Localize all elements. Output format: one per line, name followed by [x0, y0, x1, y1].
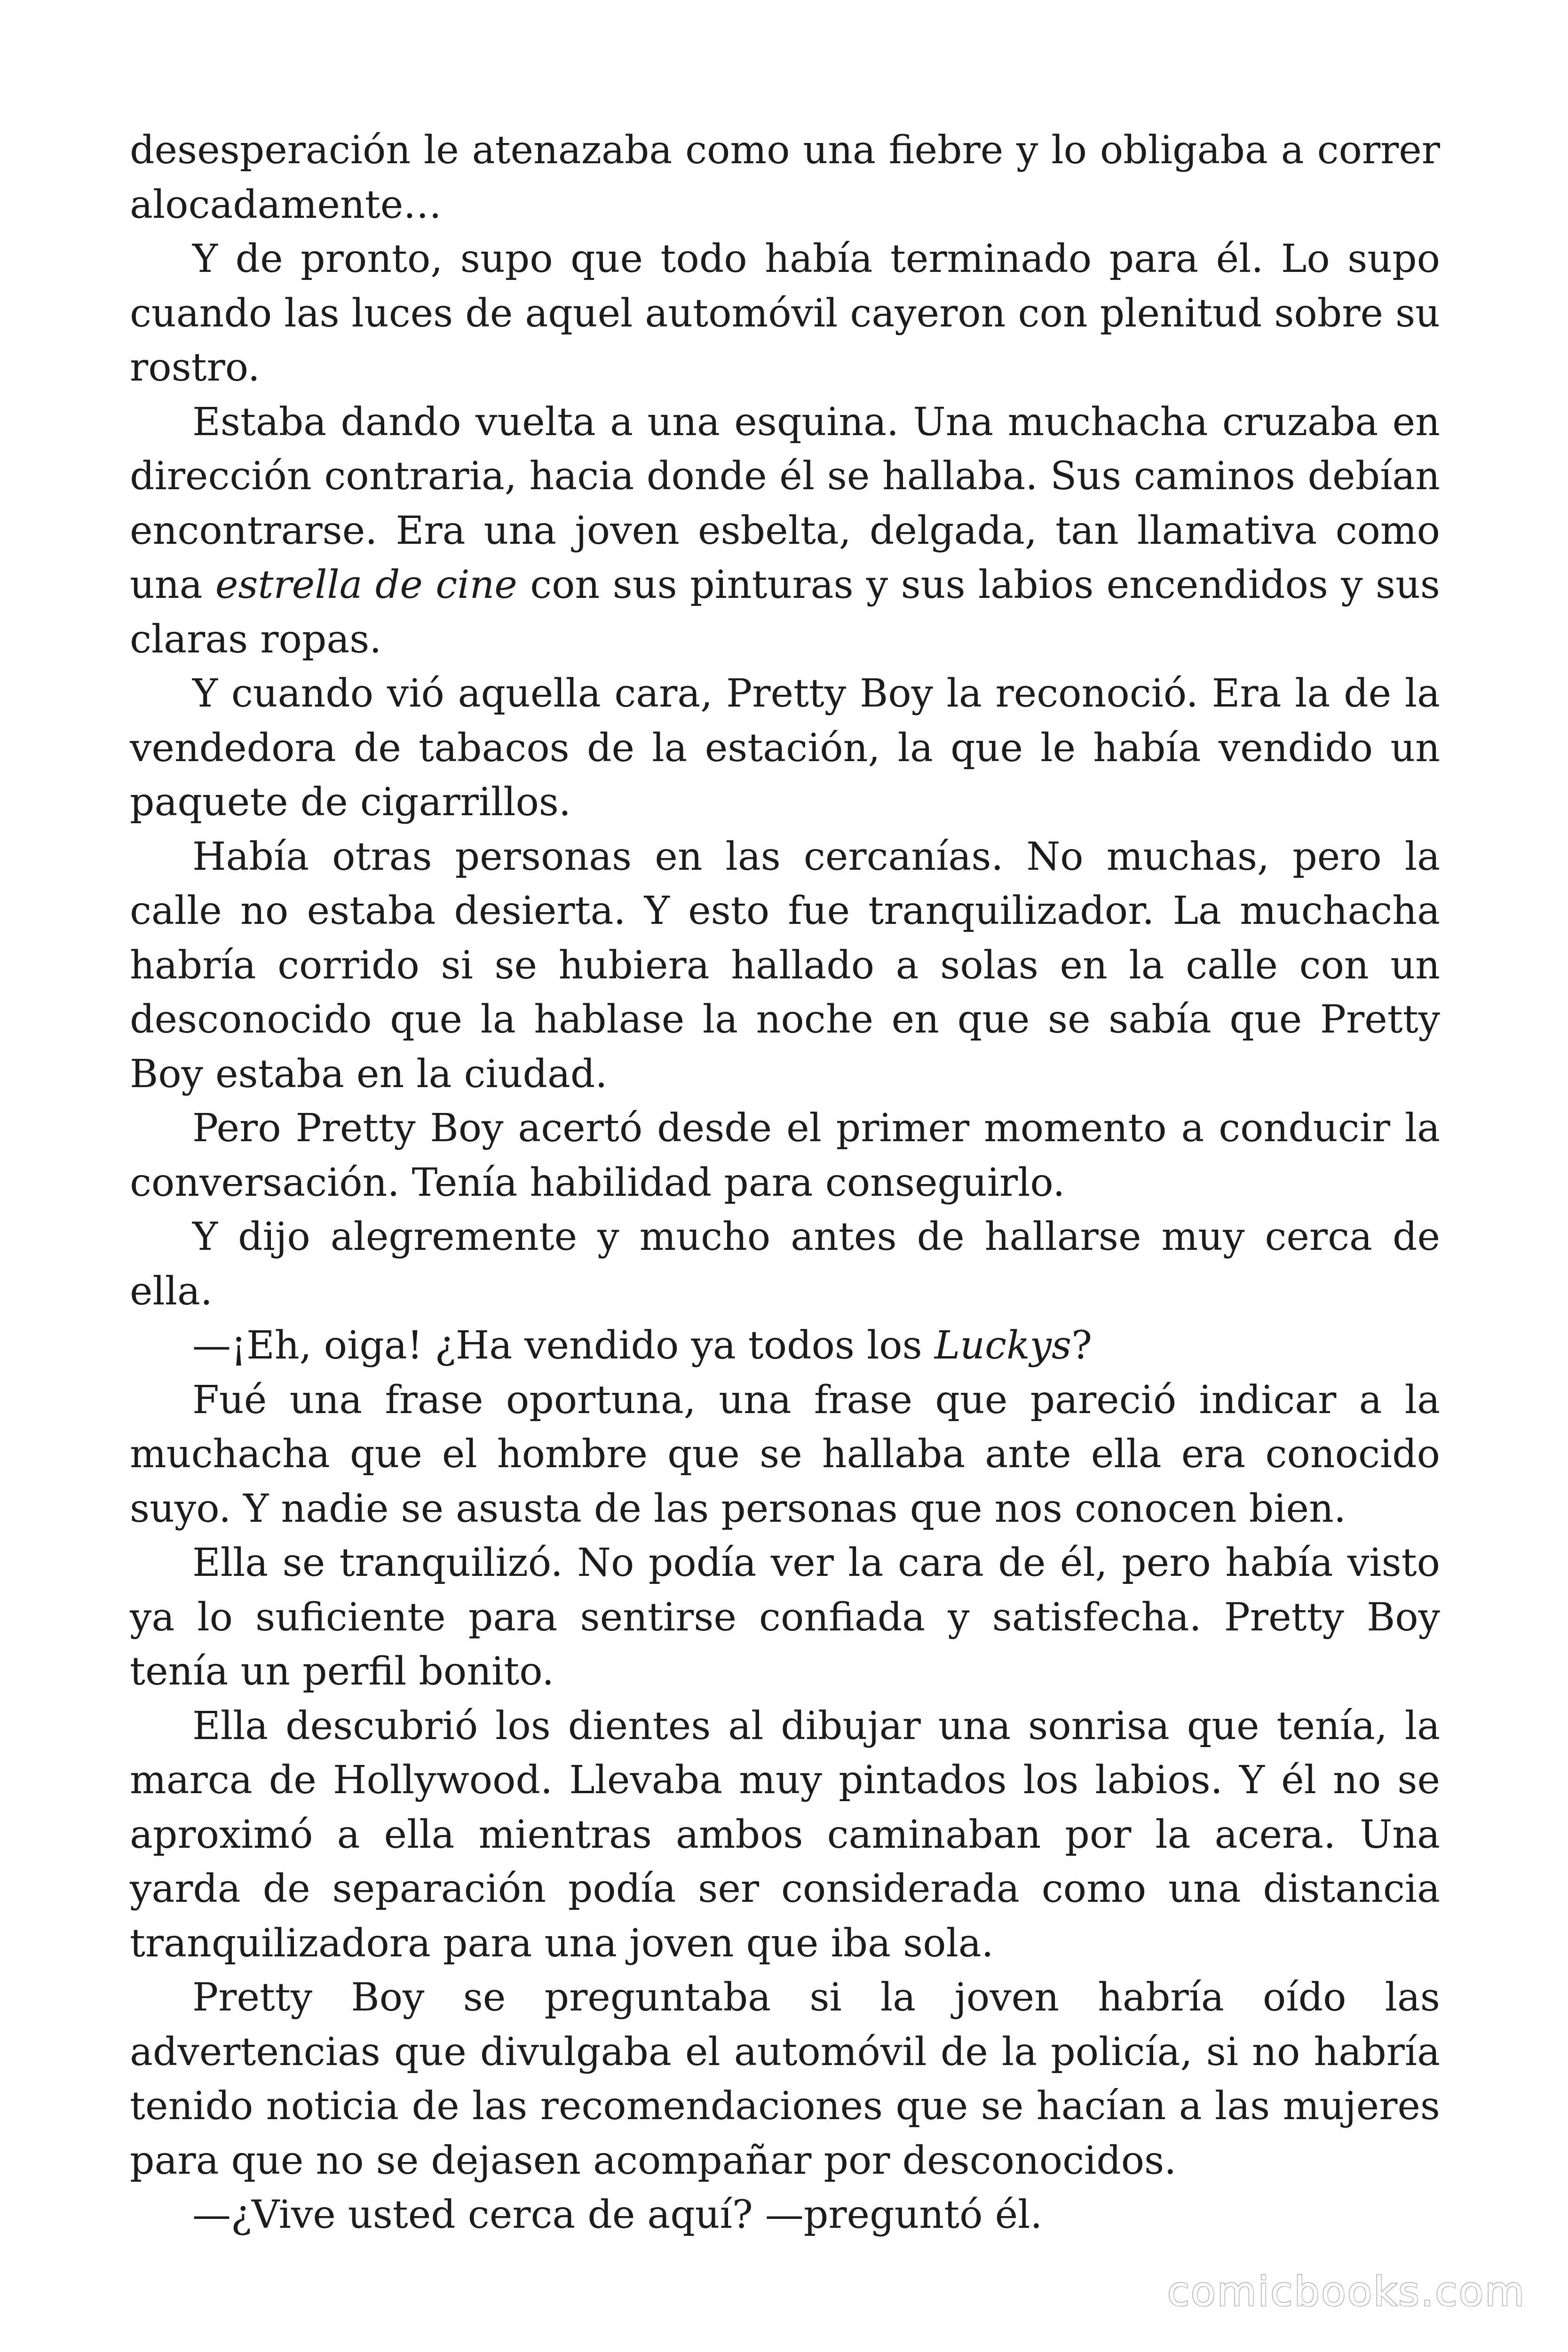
paragraph-text: Había otras personas en las cercanías. No muchas, pero la calle no estaba desierta. Y esto fue tranquilizador. La muchacha habría corrido si se hubiera hallado a solas en la calle con un desconocido que la hablase la noche en que se sabía que Pretty Boy estaba en la ciudad.	[130, 834, 1440, 1097]
paragraph	[130, 232, 1440, 395]
paragraph-text: Pero Pretty Boy acertó desde el primer momento a conducir la conversación. Tenía habilidad para conseguirlo.	[130, 1106, 1440, 1205]
paragraph	[130, 1699, 1440, 1971]
paragraph	[130, 830, 1440, 1102]
italic-phrase: Luckys	[934, 1323, 1072, 1368]
paragraph-text: Pretty Boy se preguntaba si la joven habría oído las advertencias que divulgaba el automóvil de la policía, si no habría tenido noticia de las recomendaciones que se hacían a las mujeres para que no se dejasen acompañar por desconocidos.	[130, 1975, 1440, 2183]
paragraph-text: Estaba dando vuelta a una esquina. Una muchacha cruzaba en dirección contraria, hacia donde él se hallaba. Sus caminos debían encontrarse. Era una joven esbelta, delgada, tan llamativa como una	[130, 399, 1440, 607]
dialogue-paragraph	[130, 2188, 1440, 2242]
paragraph-text: Fué una frase oportuna, una frase que pareció indicar a la muchacha que el hombre que se hallaba ante ella era conocido suyo. Y nadie se asusta de las personas que nos conocen bien.	[130, 1377, 1440, 1531]
paragraph	[130, 1210, 1440, 1319]
paragraph-text: —¿Vive usted cerca de aquí? —preguntó él.	[192, 2193, 1043, 2237]
paragraph	[130, 667, 1440, 830]
page-body-text	[130, 123, 1440, 2242]
paragraph	[130, 1536, 1440, 1699]
paragraph	[130, 1971, 1440, 2188]
paragraph	[130, 1101, 1440, 1210]
paragraph-text: Ella se tranquilizó. No podía ver la cara de él, pero había visto ya lo suficiente para sentirse confiada y satisfecha. Pretty Boy tenía un perfil bonito.	[130, 1541, 1440, 1694]
paragraph	[130, 1373, 1440, 1536]
paragraph-text: Y de pronto, supo que todo había terminado para él. Lo supo cuando las luces de aquel automóvil cayeron con plenitud sobre su rostro.	[130, 237, 1440, 390]
paragraph	[130, 395, 1440, 667]
paragraph-text: ?	[1071, 1323, 1093, 1368]
dialogue-paragraph	[130, 1319, 1440, 1373]
paragraph-text: Ella descubrió los dientes al dibujar una sonrisa que tenía, la marca de Hollywood. Llevaba muy pintados los labios. Y él no se aproximó a ella mientras ambos caminaban por la acera. Una yarda de separación podía ser considerada como una distancia tranquilizadora para una joven que iba sola.	[130, 1703, 1440, 1966]
paragraph-text: Y cuando vió aquella cara, Pretty Boy la reconoció. Era la de la vendedora de tabacos de la estación, la que le había vendido un paquete de cigarrillos.	[130, 671, 1440, 825]
paragraph-text: —¡Eh, oiga! ¿Ha vendido ya todos los	[192, 1323, 934, 1368]
italic-phrase: estrella de cine	[215, 563, 517, 607]
paragraph-text: con sus pinturas y sus labios encendidos y sus claras ropas.	[130, 563, 1441, 662]
paragraph-text: desesperación le atenazaba como una fiebre y lo obligaba a correr alocadamente…	[130, 128, 1440, 227]
paragraph-text: Y dijo alegremente y mucho antes de hallarse muy cerca de ella.	[130, 1215, 1440, 1314]
watermark: comicbooks.com	[1167, 2268, 1526, 2315]
paragraph	[130, 123, 1440, 232]
